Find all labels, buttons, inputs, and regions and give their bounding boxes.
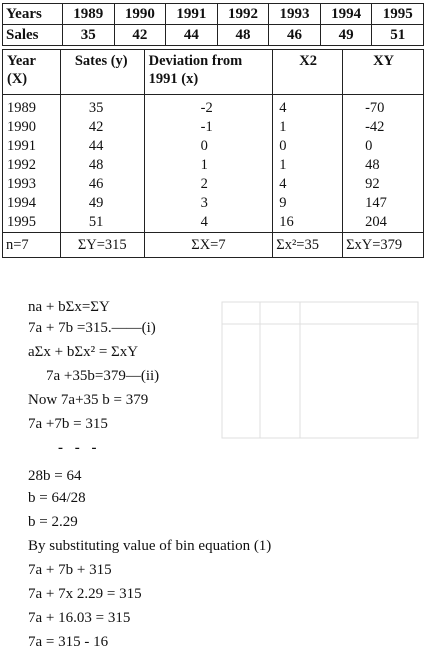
row-xy: -42 [343, 118, 424, 137]
row-year: 1992 [3, 156, 61, 175]
year-cell: 1990 [114, 4, 166, 25]
header-year [3, 50, 61, 95]
total-sum-x2: Σx²=35 [273, 233, 343, 258]
row-deviation: 3 [144, 194, 273, 213]
row-deviation: 4 [144, 213, 273, 233]
row-xy: 204 [343, 213, 424, 233]
table-row [3, 175, 424, 194]
working-line: Now 7a+35 b = 379 [28, 392, 149, 408]
table-row [3, 118, 424, 137]
years-row [3, 4, 424, 25]
subtraction-signs: - - - [58, 440, 101, 456]
row-sales: 48 [60, 156, 144, 175]
sales-cell: 49 [320, 25, 372, 46]
header-x2 [273, 50, 343, 95]
table-row [3, 194, 424, 213]
least-squares-table [2, 49, 424, 258]
header-xy-text: XY [373, 53, 395, 69]
sales-cell: 48 [217, 25, 269, 46]
row-year: 1994 [3, 194, 61, 213]
totals-row [3, 233, 424, 258]
total-sum-xy: ΣxY=379 [343, 233, 424, 258]
sales-cell: 42 [114, 25, 166, 46]
row-deviation: -2 [144, 95, 273, 119]
row-xy: 48 [343, 156, 424, 175]
row-sales: 42 [60, 118, 144, 137]
row-x2: 4 [273, 95, 343, 119]
header-deviation [144, 50, 273, 95]
row-sales: 46 [60, 175, 144, 194]
table-row [3, 137, 424, 156]
row-xy: 0 [343, 137, 424, 156]
year-cell: 1989 [63, 4, 115, 25]
sales-label: Sales [3, 25, 63, 46]
working-line: 7a = 315 - 16 [28, 634, 109, 650]
working-line: na + bΣx=ΣY [28, 299, 110, 315]
row-sales: 44 [60, 137, 144, 156]
row-xy: 147 [343, 194, 424, 213]
table-row [3, 213, 424, 233]
row-deviation: -1 [144, 118, 273, 137]
years-sales-table [2, 3, 424, 46]
working-line: 7a + 7b + 315 [28, 562, 112, 578]
row-deviation: 0 [144, 137, 273, 156]
row-sales: 35 [60, 95, 144, 119]
row-x2: 16 [273, 213, 343, 233]
sales-cell: 35 [63, 25, 115, 46]
year-cell: 1993 [269, 4, 321, 25]
bleed-through-table [220, 300, 420, 440]
header-xy [343, 50, 424, 95]
working-line: 7a +7b = 315 [28, 416, 108, 432]
header-deviation-text: Deviation from 1991 (x) [148, 53, 243, 87]
row-deviation: 1 [144, 156, 273, 175]
years-label: Years [3, 4, 63, 25]
row-year: 1995 [3, 213, 61, 233]
total-sum-x: ΣX=7 [144, 233, 273, 258]
header-row [3, 50, 424, 95]
sales-cell: 51 [372, 25, 424, 46]
row-x2: 0 [273, 137, 343, 156]
total-n: n=7 [3, 233, 61, 258]
row-sales: 51 [60, 213, 144, 233]
row-x2: 4 [273, 175, 343, 194]
row-year: 1991 [3, 137, 61, 156]
working-line: 7a + 7x 2.29 = 315 [28, 586, 142, 602]
row-year: 1990 [3, 118, 61, 137]
working-line: 28b = 64 [28, 468, 82, 484]
row-sales: 49 [60, 194, 144, 213]
total-sum-y: ΣY=315 [60, 233, 144, 258]
working-line: aΣx + bΣx² = ΣxY [28, 344, 139, 360]
table-row [3, 95, 424, 119]
header-x2-text: X2 [299, 53, 318, 69]
working-line: By substituting value of bin equation (1) [28, 538, 272, 554]
year-cell: 1994 [320, 4, 372, 25]
row-x2: 1 [273, 118, 343, 137]
header-sales [60, 50, 144, 95]
header-year-text: Year (X) [7, 53, 36, 87]
working-line: b = 2.29 [28, 514, 78, 530]
year-cell: 1991 [166, 4, 218, 25]
working-line: 7a +35b=379—(ii) [46, 368, 160, 384]
row-x2: 9 [273, 194, 343, 213]
table-row [3, 156, 424, 175]
row-deviation: 2 [144, 175, 273, 194]
row-xy: 92 [343, 175, 424, 194]
sales-cell: 46 [269, 25, 321, 46]
sales-cell: 44 [166, 25, 218, 46]
header-sales-text: Sates (y) [74, 53, 128, 69]
sales-row [3, 25, 424, 46]
working-line: b = 64/28 [28, 490, 86, 506]
working-line: 7a + 7b =315.——(i) [28, 320, 156, 336]
working-line: 7a + 16.03 = 315 [28, 610, 131, 626]
row-xy: -70 [343, 95, 424, 119]
row-year: 1993 [3, 175, 61, 194]
year-cell: 1992 [217, 4, 269, 25]
year-cell: 1995 [372, 4, 424, 25]
row-x2: 1 [273, 156, 343, 175]
row-year: 1989 [3, 95, 61, 119]
